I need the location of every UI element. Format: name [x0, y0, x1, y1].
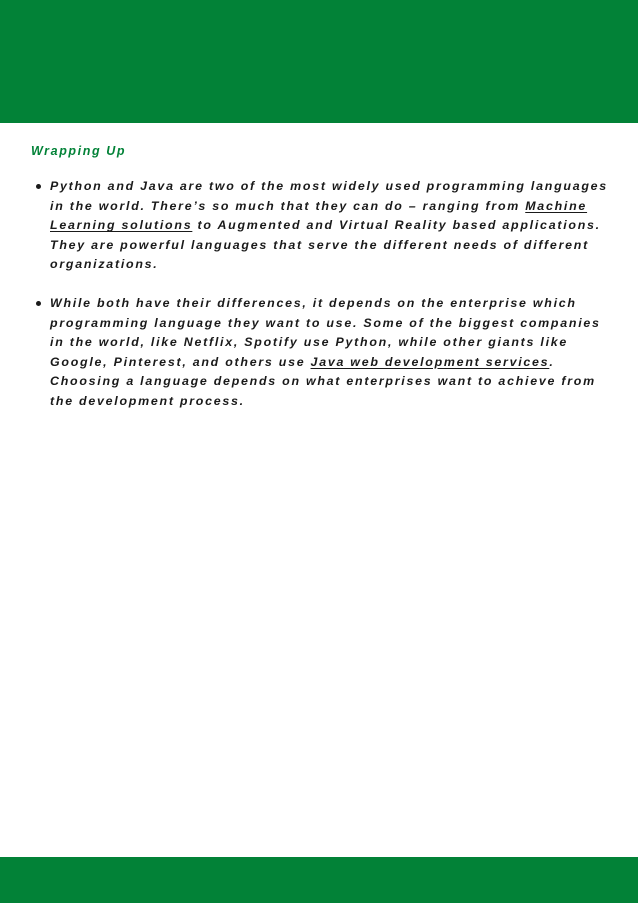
- bullet-list: [0, 177, 638, 412]
- header-band: [0, 0, 638, 123]
- bullet-item: [0, 294, 638, 412]
- bullet-item: [0, 177, 638, 275]
- section-heading: Wrapping Up: [31, 144, 127, 158]
- java-web-development-services-link[interactable]: Java web development services: [310, 354, 550, 369]
- bullet-dot-icon: [36, 301, 41, 306]
- bullet-text-before: While both have their differences, it depends on the enterprise which programming language they want to use. Some of the biggest companies in the world, like Netflix, Spotify use Python, while other giants like Google, Pinterest, and others use: [50, 295, 601, 369]
- machine-learning-solutions-link[interactable]: Machine Learning solutions: [50, 198, 588, 233]
- bullet-text-before: Python and Java are two of the most widely used programming languages in the world. There’s so much that they can do – ranging from: [50, 179, 608, 213]
- bullet-text-after: to Augmented and Virtual Reality based applications. They are powerful languages that serve the different needs of different organizations.: [50, 218, 601, 272]
- footer-band: [0, 857, 638, 903]
- bullet-dot-icon: [36, 184, 41, 189]
- bullet-text-after: . Choosing a language depends on what enterprises want to achieve from the development process.: [50, 354, 596, 408]
